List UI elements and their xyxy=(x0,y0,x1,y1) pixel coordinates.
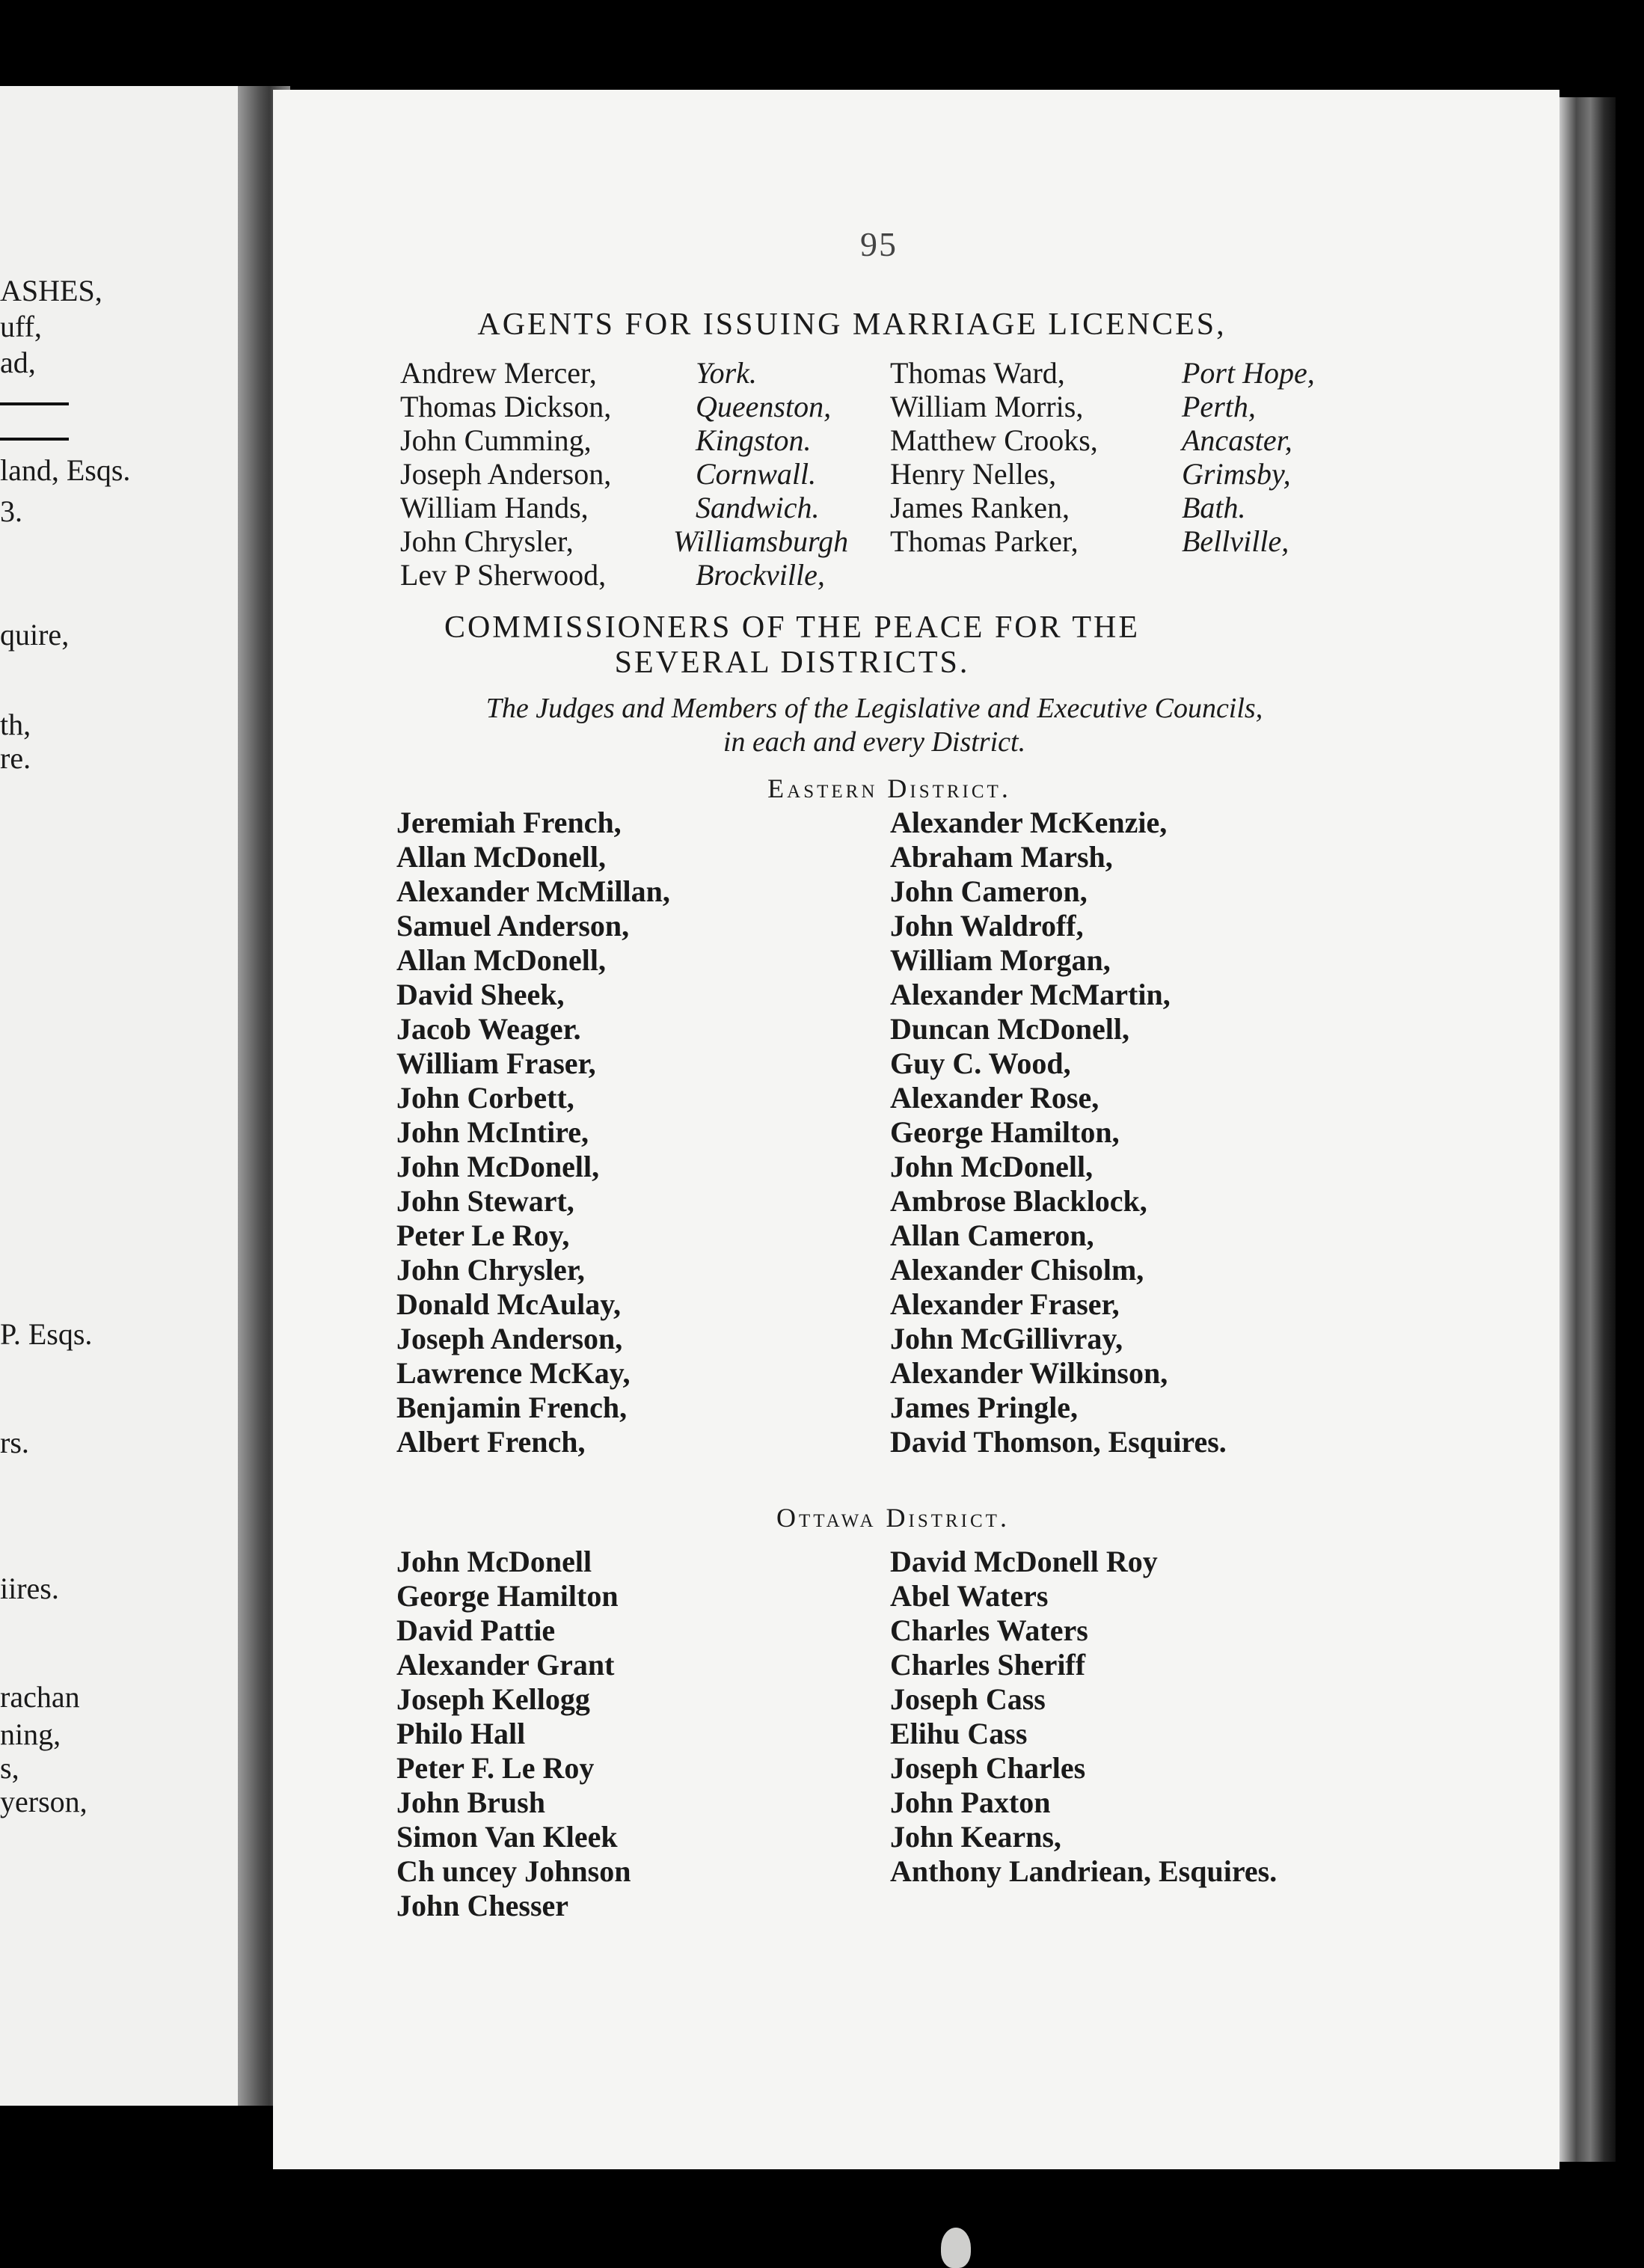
agent-place: Grimsby, xyxy=(1182,457,1291,491)
commissioner-name: Allan Cameron, xyxy=(890,1219,1094,1252)
commissioner-name: John McIntire, xyxy=(396,1115,589,1149)
commissioner-name: John Chesser xyxy=(396,1889,569,1922)
left-fragment: yerson, xyxy=(0,1785,88,1818)
commissioner-name: Anthony Landriean, Esquires. xyxy=(890,1854,1278,1888)
page-edges xyxy=(1559,97,1616,2162)
commissioner-name: George Hamilton, xyxy=(890,1115,1120,1149)
commissioner-name: John McDonell, xyxy=(396,1150,600,1183)
agent-place: Bellville, xyxy=(1182,524,1289,558)
district-title-ottawa: Ottawa District. xyxy=(776,1503,1010,1533)
agent-place: Kingston. xyxy=(696,423,812,457)
left-fragment: rachan xyxy=(0,1680,80,1714)
left-fragment: uff, xyxy=(0,310,42,343)
commissioner-name: Donald McAulay, xyxy=(396,1287,622,1321)
agent-name: Thomas Parker, xyxy=(890,524,1079,558)
commissioner-name: John Kearns, xyxy=(890,1820,1061,1854)
agent-place: Williamsburgh xyxy=(673,524,849,558)
agent-name: William Hands, xyxy=(400,491,589,524)
commissioner-name: George Hamilton xyxy=(396,1579,619,1613)
commissioner-name: Simon Van Kleek xyxy=(396,1820,618,1854)
commissioner-name: Alexander Wilkinson, xyxy=(890,1356,1168,1390)
commissioner-name: John Corbett, xyxy=(396,1081,574,1115)
commissioner-name: Allan McDonell, xyxy=(396,840,606,874)
page-number: 95 xyxy=(860,225,898,263)
agent-name: Lev P Sherwood, xyxy=(400,558,607,592)
left-fragment: quire, xyxy=(0,618,70,652)
agent-place: Port Hope, xyxy=(1182,356,1315,390)
left-fragment: ASHES, xyxy=(0,274,102,307)
left-fragment: iires. xyxy=(0,1572,59,1605)
commissioners-heading: COMMISSIONERS OF THE PEACE FOR THE xyxy=(444,610,1141,645)
ottawa-left-column xyxy=(396,1545,631,1923)
agents-heading: AGENTS FOR ISSUING MARRIAGE LICENCES, xyxy=(477,307,1227,342)
commissioner-name: Joseph Anderson, xyxy=(396,1322,623,1355)
commissioner-name: Duncan McDonell, xyxy=(890,1012,1129,1046)
agent-name: William Morris, xyxy=(890,390,1084,423)
commissioner-name: Alexander Rose, xyxy=(890,1081,1099,1115)
commissioner-name: Abel Waters xyxy=(890,1579,1049,1613)
agent-name: James Ranken, xyxy=(890,491,1070,524)
commissioner-name: David Thomson, Esquires. xyxy=(890,1425,1227,1459)
agent-place: Brockville, xyxy=(696,558,825,592)
commissioner-name: David McDonell Roy xyxy=(890,1545,1158,1578)
agent-name: Henry Nelles, xyxy=(890,457,1057,491)
commissioner-name: Ch uncey Johnson xyxy=(396,1854,631,1888)
commissioner-name: Alexander Chisolm, xyxy=(890,1253,1144,1287)
agent-name: Matthew Crooks, xyxy=(890,423,1098,457)
commissioner-name: Peter F. Le Roy xyxy=(396,1751,595,1785)
intro-line: The Judges and Members of the Legislative and Executive Councils, xyxy=(485,693,1263,724)
divider xyxy=(0,402,69,405)
commissioner-name: Allan McDonell, xyxy=(396,943,606,977)
agent-place: Cornwall. xyxy=(696,457,817,491)
left-fragment: P. Esqs. xyxy=(0,1317,93,1351)
commissioner-name: John McDonell xyxy=(396,1545,592,1578)
left-fragment: 3. xyxy=(0,494,22,528)
left-fragment: ning, xyxy=(0,1717,61,1751)
left-fragment: ad, xyxy=(0,346,36,379)
commissioner-name: Jeremiah French, xyxy=(396,806,622,839)
left-fragment: land, Esqs. xyxy=(0,453,131,487)
district-title-eastern: Eastern District. xyxy=(767,773,1011,803)
commissioner-name: Joseph Cass xyxy=(890,1682,1046,1716)
agent-place: Queenston, xyxy=(696,390,832,423)
commissioner-name: Guy C. Wood, xyxy=(890,1046,1071,1080)
agent-name: John Cumming, xyxy=(400,423,592,457)
left-fragment: s, xyxy=(0,1751,19,1785)
commissioner-name: James Pringle, xyxy=(890,1391,1079,1424)
commissioner-name: John Chrysler, xyxy=(396,1253,585,1287)
commissioner-name: Samuel Anderson, xyxy=(396,909,630,943)
eastern-left-column xyxy=(396,806,670,1459)
left-fragment: rs. xyxy=(0,1426,29,1459)
agent-place: York. xyxy=(696,356,757,390)
commissioner-name: Charles Sheriff xyxy=(890,1648,1086,1682)
commissioner-name: Albert French, xyxy=(396,1425,586,1459)
divider xyxy=(0,438,69,441)
agent-place: Sandwich. xyxy=(696,491,820,524)
commissioners-subheading: SEVERAL DISTRICTS. xyxy=(614,646,970,680)
agent-name: Joseph Anderson, xyxy=(400,457,612,491)
commissioner-name: John McGillivray, xyxy=(890,1322,1123,1355)
commissioner-name: Abraham Marsh, xyxy=(890,840,1113,874)
left-page xyxy=(0,86,247,2106)
commissioner-name: William Morgan, xyxy=(890,943,1111,977)
agent-place: Bath. xyxy=(1182,491,1246,524)
intro-line: in each and every District. xyxy=(723,726,1026,758)
commissioner-name: John Paxton xyxy=(890,1786,1051,1819)
commissioner-name: David Sheek, xyxy=(396,978,565,1011)
commissioner-name: John McDonell, xyxy=(890,1150,1094,1183)
ottawa-right-column xyxy=(890,1545,1277,1889)
commissioner-name: Jacob Weager. xyxy=(396,1012,581,1046)
commissioner-name: Alexander Grant xyxy=(396,1648,615,1682)
agent-name: Thomas Ward, xyxy=(890,356,1065,390)
commissioner-name: Benjamin French, xyxy=(396,1391,628,1424)
commissioner-name: John Brush xyxy=(396,1786,545,1819)
commissioner-name: Alexander McMillan, xyxy=(396,874,670,908)
commissioner-name: John Stewart, xyxy=(396,1184,574,1218)
agent-place: Perth, xyxy=(1182,390,1256,423)
agent-name: Andrew Mercer, xyxy=(400,356,597,390)
commissioner-name: Alexander Fraser, xyxy=(890,1287,1120,1321)
commissioner-name: Lawrence McKay, xyxy=(396,1356,631,1390)
commissioner-name: Elihu Cass xyxy=(890,1717,1028,1750)
commissioner-name: David Pattie xyxy=(396,1613,556,1647)
commissioner-name: Alexander McKenzie, xyxy=(890,806,1168,839)
commissioner-name: William Fraser, xyxy=(396,1046,596,1080)
left-fragment: th, xyxy=(0,708,31,741)
page-ornament xyxy=(941,2228,971,2268)
agent-name: Thomas Dickson, xyxy=(400,390,612,423)
commissioner-name: Ambrose Blacklock, xyxy=(890,1184,1147,1218)
commissioner-name: Philo Hall xyxy=(396,1717,526,1750)
agent-place: Ancaster, xyxy=(1182,423,1292,457)
commissioner-name: Joseph Charles xyxy=(890,1751,1086,1785)
commissioner-name: Joseph Kellogg xyxy=(396,1682,590,1716)
left-fragment: re. xyxy=(0,741,31,775)
commissioner-name: Alexander McMartin, xyxy=(890,978,1171,1011)
commissioner-name: Peter Le Roy, xyxy=(396,1219,570,1252)
agent-name: John Chrysler, xyxy=(400,524,574,558)
commissioner-name: Charles Waters xyxy=(890,1613,1088,1647)
commissioner-name: John Waldroff, xyxy=(890,909,1084,943)
eastern-right-column xyxy=(890,806,1227,1459)
commissioner-name: John Cameron, xyxy=(890,874,1088,908)
